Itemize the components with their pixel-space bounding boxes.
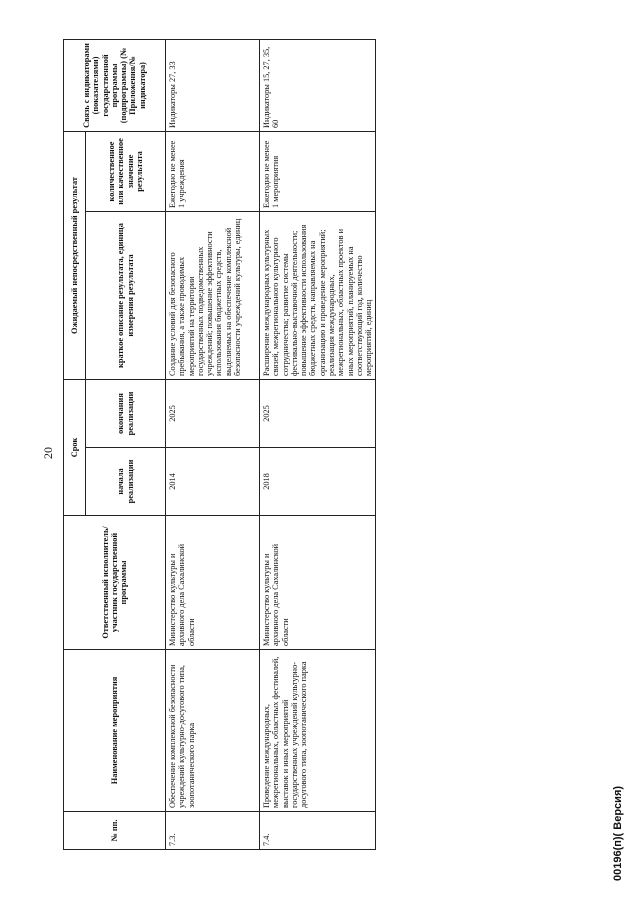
header-responsible: Ответственный исполнитель/участник государственной программы (64, 516, 166, 650)
rotated-table-frame (63, 40, 374, 850)
activities-table (63, 39, 376, 850)
header-brief: краткое описание результата, единица измерения результата (86, 211, 166, 379)
table-row (260, 39, 376, 849)
page-number: 20 (41, 447, 55, 459)
row-link: Индикаторы 15, 27, 35, 60 (260, 39, 376, 131)
row-name: Проведение международных, межрегиональных, областных фестивалей, выставок и иных мероприятий государственных учреждений культурно-досугового типа, зоопотанического парка (260, 650, 376, 812)
header-expected: Ожидаемый непосредственный результат (64, 131, 86, 379)
row-responsible: Министерство культуры и архивного дела Сахалинской области (260, 516, 376, 650)
header-num: № пп. (64, 812, 166, 850)
row-end: 2025 (166, 379, 260, 447)
header-term-end: окончания реализации (86, 379, 166, 447)
row-num: 7.4. (260, 812, 376, 850)
row-brief: Расширение международных культурных связей, межрегионального культурного сотрудничества; развитие системы фестивально-выставочной деятельности; повышение эффективности использования бюджетных средств, направляемых на организацию и проведение мероприятий; реализация международных, межрегиональных, областных проектов и иных мероприятий, планируемых на соответствующий год, количество мероприятий, единиц (260, 211, 376, 379)
header-term: Срок (64, 379, 86, 515)
row-name: Обеспечение комплексной безопасности учреждений культурно-досугового типа, зоопотанического парка (166, 650, 260, 812)
row-quant: Ежегодно не менее 1 мероприятия (260, 131, 376, 211)
table-container (63, 40, 374, 850)
row-start: 2014 (166, 448, 260, 516)
row-brief: Создание условий для безопасного пребывания, а также проводимых мероприятий на территории государственных подведомственных учреждений; повышение эффективности использования бюджетных средств, выделяемых на обеспечение комплексной безопасности учреждений культуры, единиц (166, 211, 260, 379)
header-link: Связь с индикаторами (показателями) государственной программы (подпрограммы) (№ Приложения/№ индикатора) (64, 39, 166, 131)
row-link: Индикаторы 27, 33 (166, 39, 260, 131)
header-name: Наименование мероприятия (64, 650, 166, 812)
row-end: 2025 (260, 379, 376, 447)
header-quant: количественное или качественное значение результата (86, 131, 166, 211)
row-num: 7.3. (166, 812, 260, 850)
row-start: 2018 (260, 448, 376, 516)
row-quant: Ежегодно не менее 1 учреждения (166, 131, 260, 211)
row-responsible: Министерство культуры и архивного дела Сахалинской области (166, 516, 260, 650)
version-label: 00196(п)( Версия) (612, 785, 624, 881)
header-term-start: начала реализации (86, 448, 166, 516)
table-row (166, 39, 260, 849)
